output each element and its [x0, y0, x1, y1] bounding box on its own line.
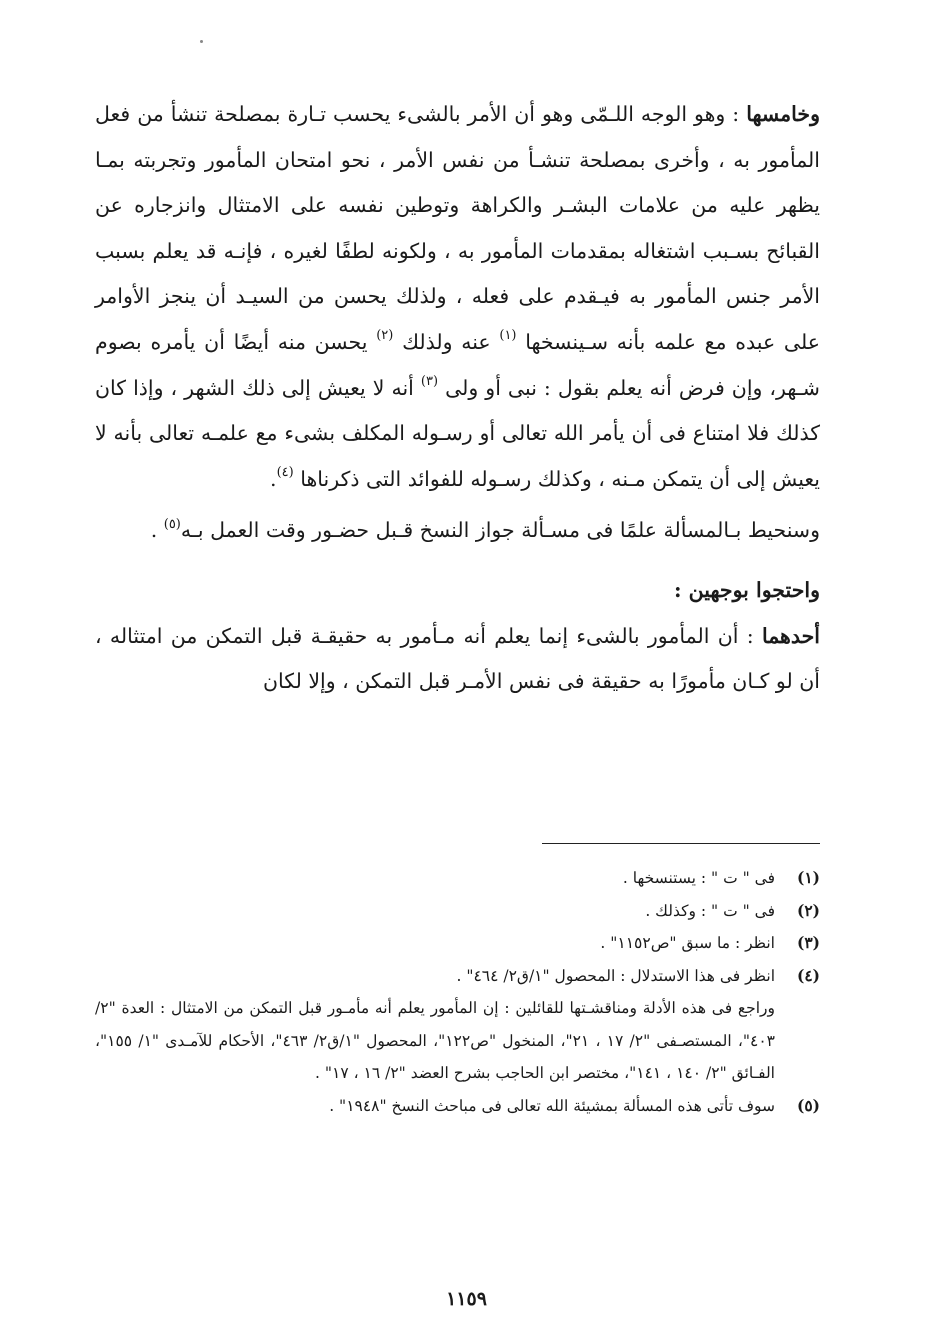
- footnotes: [95, 862, 820, 1122]
- footnote-number: (٥): [796, 1095, 820, 1115]
- footnote-ref-1[interactable]: (١): [499, 328, 517, 344]
- footnote-number: (٤): [796, 965, 820, 985]
- section-heading: واحتجوا بوجهين :: [673, 577, 820, 602]
- main-text: [95, 92, 820, 705]
- footnote-1: [95, 862, 820, 895]
- footnote-number: (٢): [796, 900, 820, 920]
- footnote-number: (٣): [796, 933, 820, 952]
- footnote-ref-3[interactable]: (٣): [420, 373, 439, 389]
- footnote-4: [95, 960, 820, 1090]
- speck: [200, 40, 203, 43]
- footnote-ref-2[interactable]: (٢): [376, 328, 394, 344]
- footnote-ref-4[interactable]: (٤): [276, 464, 294, 480]
- paragraph-4: أحدهما : أن المأمور بالشىء إنما يعلم أنه مـأمور به حقيقـة قبل التمكن من امتثاله ، أن لو كـان مأمورًا به حقيقة فى نفس الأمـر قبل التمكن ، وإلا لكان: [95, 623, 820, 694]
- footnote-text: انظر فى هذا الاستدلال : المحصول "١/ق٢/ ٤٦٤" .: [456, 966, 775, 985]
- footnote-2: [95, 895, 820, 928]
- lead-word: وخامسها: [746, 102, 820, 126]
- footnote-ref-5[interactable]: (٥): [163, 516, 181, 532]
- footnote-continuation: وراجع فى هذه الأدلة ومناقشـتها للقائلين : إن المأمور يعلم أنه مأمـور قبل التمكن من الامتثال : العدة "٢/ ٤٠٣"، المستصـفى "٢/ ١٧ ، ٢١"، المنخول "ص١٢٢"، المحصول "١/ق٢/ ٤٦٣"، الأحكام للآمـدى "١/ ١٥٥"، الفـائق "٢/ ١٤٠ ، ١٤١"، مختصر ابن الحاجب بشرح العضد "٢/ ١٦ ، ١٧" .: [95, 999, 776, 1082]
- footnote-separator: [542, 843, 820, 844]
- footnote-text: فى " ت " : وكذلك .: [645, 901, 775, 920]
- footnote-number: (١): [796, 868, 820, 887]
- lead-word: أحدهما: [761, 623, 820, 648]
- paragraph-2: وسنحيط بـالمسألة علمًا فى مسـألة جواز النسخ قـبل حضـور وقت العمل بـه$^{(٥)}$ .: [150, 516, 820, 543]
- footnote-text: فى " ت " : يستنسخها .: [622, 869, 775, 887]
- footnote-text: سوف تأتى هذه المسألة بمشيئة الله تعالى فى مباحث النسخ "١٩٤٨" .: [329, 1096, 775, 1115]
- footnote-text: انظر : ما سبق "ص١١٥٢" .: [600, 934, 775, 952]
- footnote-5: [95, 1090, 820, 1123]
- paragraph-1: وخامسها : وهو الوجه اللـمّى وهو أن الأمر بالشىء يحسب تـارة بمصلحة تنشأ من فعل المأمور به ، وأخرى بمصلحة تنشـأ من نفس الأمر ، نحو امتحان المأمور وتجربته بمـا يظهر عليه من علامات البشـر والكراهة وتوطين نفسه على الامتثال وانزجاره عن القبائح بسـبب اشتغاله بمقدمات المأمور به ، ولكونه لطفًا لغيره ، فإنـه قد يعلم بسبب الأمر جنس المأمور به فيـقدم على فعله ، ولذلك يحسن من السيـد أن ينجز الأوامر على عبده مع علمه بأنه سـينسخها $^{(١)}$ عنه ولذلك $^{(٢)}$ يحسن منه أيضًا أن يأمره بصوم شـهر، وإن فرض أنه يعلم بقول : نبى أو ولى $^{(٣)}$ أنه لا يعيش إلى ذلك الشهر ، وإذا كان كذلك فلا امتناع فى أن يأمر الله تعالى أو رسـوله المكلف بشىء مع علمـه تعالى بأنه لا يعيش إلى أن يتمكن مـنه ، وكذلك رسـوله للفوائد التى ذكرناها $^{(٤)}$.: [95, 102, 820, 491]
- page-number: ١١٥٩: [446, 1288, 487, 1310]
- footnote-3: [95, 927, 820, 960]
